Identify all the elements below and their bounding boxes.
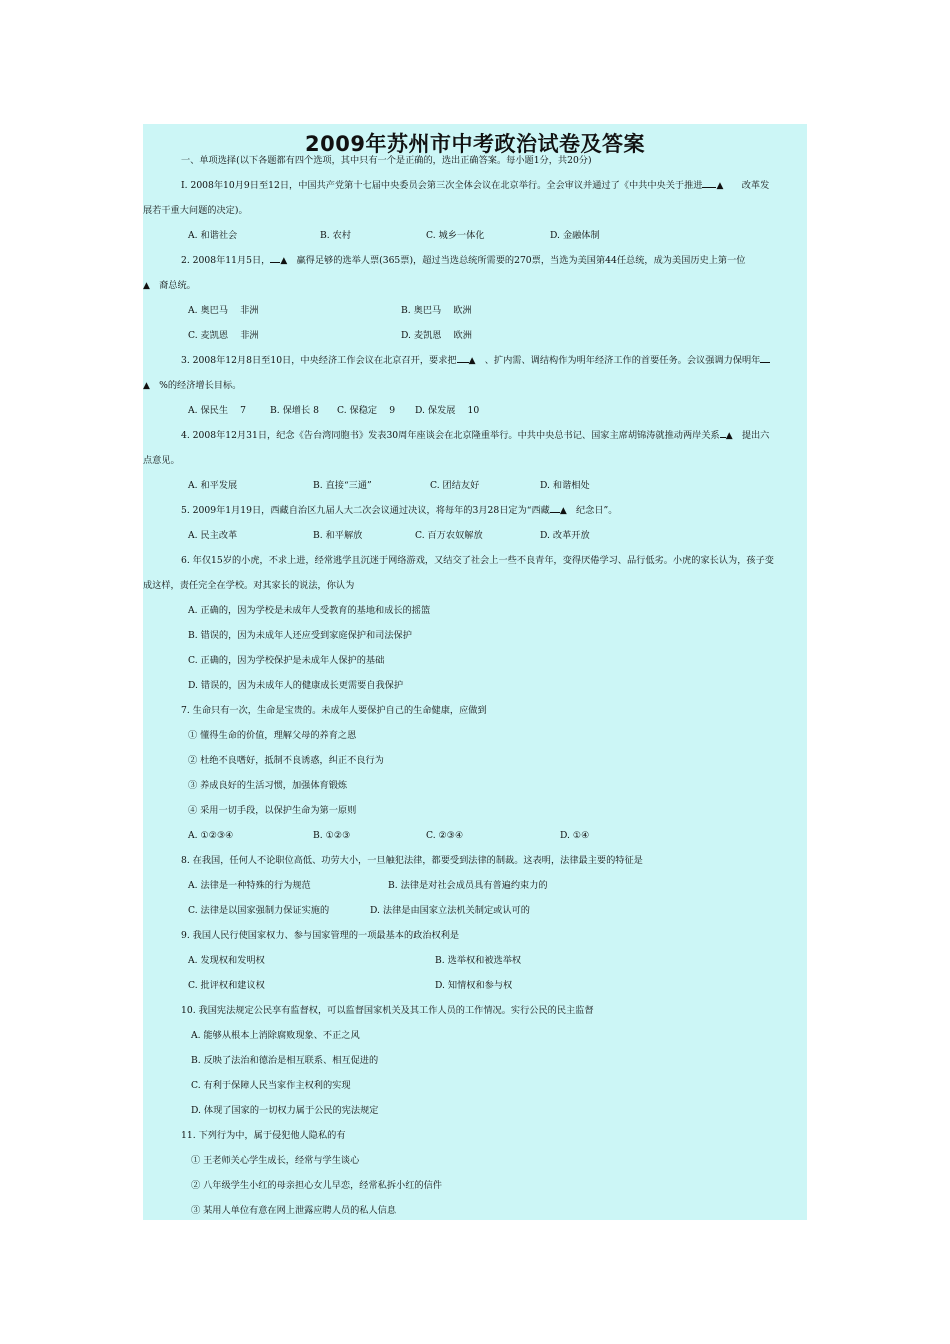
question-2-line-2: ▲ 裔总统。: [143, 280, 196, 291]
blank-marker: ▲: [716, 181, 724, 191]
q6-option-c: C. 正确的，因为学校保护是未成年人保护的基础: [188, 655, 385, 666]
question-11-line-1: 11. 下列行为中，属于侵犯他人隐私的有: [181, 1130, 346, 1141]
question-6-line-2: 成这样，责任完全在学校。对其家长的说法，你认为: [143, 580, 355, 591]
q5-option-d: D. 改革开放: [540, 530, 590, 541]
q8-option-b: B. 法律是对社会成员具有普遍约束力的: [388, 880, 548, 891]
question-3-line-2: ▲ %的经济增长目标。: [143, 380, 242, 391]
q7-item-2: ② 杜绝不良嗜好，抵制不良诱惑，纠正不良行为: [188, 755, 384, 766]
q2-option-a: A. 奥巴马 非洲: [188, 305, 259, 316]
question-8-line-1: 8. 在我国，任何人不论职位高低、功劳大小，一旦触犯法律，都要受到法律的制裁。这表明，法律最主要的特征是: [181, 855, 643, 866]
q11-item-3: ③ 某用人单位有意在网上泄露应聘人员的私人信息: [191, 1205, 397, 1216]
q3-option-b: B. 保增长 8: [270, 405, 319, 416]
q3-option-c: C. 保稳定 9: [337, 405, 396, 416]
q5-option-a: A. 民主改革: [188, 530, 238, 541]
q2-option-b: B. 奥巴马 欧洲: [401, 305, 472, 316]
q4-option-a: A. 和平发展: [188, 480, 238, 491]
q10-option-d: D. 体现了国家的一切权力属于公民的宪法规定: [191, 1105, 379, 1116]
q7-option-a: A. ①②③④: [188, 830, 234, 841]
q8-option-c: C. 法律是以国家强制力保证实施的: [188, 905, 330, 916]
q9-option-b: B. 选举权和被选举权: [435, 955, 522, 966]
question-4-line-2: 点意见。: [143, 455, 180, 466]
question-7-line-1: 7. 生命只有一次，生命是宝贵的。未成年人要保护自己的生命健康，应做到: [181, 705, 487, 716]
q4-option-b: B. 直接“三通”: [313, 480, 372, 491]
q6-option-a: A. 正确的，因为学校是未成年人受教育的基地和成长的摇篮: [188, 605, 431, 616]
q10-option-a: A. 能够从根本上消除腐败现象、不正之风: [191, 1030, 360, 1041]
q9-option-c: C. 批评权和建议权: [188, 980, 265, 991]
q1-option-d: D. 金融体制: [550, 230, 600, 241]
blank-marker: ▲: [468, 356, 476, 366]
blank-marker: ▲: [143, 281, 150, 291]
q1-option-a: A. 和谐社会: [188, 230, 238, 241]
q5-option-b: B. 和平解放: [313, 530, 363, 541]
q10-option-b: B. 反映了法治和德治是相互联系、相互促进的: [191, 1055, 379, 1066]
q2-option-d: D. 麦凯恩 欧洲: [401, 330, 472, 341]
question-2-line-1: 2. 2008年11月5日， ▲ 赢得足够的选举人票(365票)，超过当选总统所需要的270票，当选为美国第44任总统，成为美国历史上第一位: [181, 255, 746, 266]
q7-item-4: ④ 采用一切手段，以保护生命为第一原则: [188, 805, 357, 816]
q6-option-b: B. 错误的，因为未成年人还应受到家庭保护和司法保护: [188, 630, 412, 641]
q9-option-d: D. 知情权和参与权: [435, 980, 513, 991]
q3-option-a: A. 保民生 7: [188, 405, 246, 416]
q4-option-c: C. 团结友好: [430, 480, 480, 491]
section-heading: 一、单项选择(以下各题都有四个选项，其中只有一个是正确的，选出正确答案。每小题1分，共20分): [181, 155, 592, 166]
question-5-line-1: 5. 2009年1月19日，西藏自治区九届人大二次会议通过决议，将每年的3月28日定为“西藏 ▲ 纪念日”。: [181, 505, 618, 516]
q7-item-1: ① 懂得生命的价值，理解父母的养育之恩: [188, 730, 357, 741]
document-page: [143, 124, 807, 1220]
q8-option-d: D. 法律是由国家立法机关制定或认可的: [370, 905, 530, 916]
page-title: 2009年苏州市中考政治试卷及答案: [305, 132, 645, 156]
q1-option-c: C. 城乡一体化: [426, 230, 485, 241]
question-4-line-1: 4. 2008年12月31日，纪念《告台湾同胞书》发表30周年座谈会在北京隆重举行。中共中央总书记、国家主席胡锦涛就推动两岸关系 ▲ 提出六: [181, 430, 770, 441]
question-1-line-1: I. 2008年10月9日至12日，中国共产党第十七届中央委员会第三次全体会议在北京举行。全会审议并通过了《中共中央关于推进 ▲ 改革发: [181, 180, 770, 191]
q9-option-a: A. 发现权和发明权: [188, 955, 265, 966]
q7-option-b: B. ①②③: [313, 830, 351, 841]
q8-option-a: A. 法律是一种特殊的行为规范: [188, 880, 311, 891]
q6-option-d: D. 错误的，因为未成年人的健康成长更需要自我保护: [188, 680, 404, 691]
question-3-line-1: 3. 2008年12月8日至10日，中央经济工作会议在北京召开，要求把 ▲ 、扩内需、调结构作为明年经济工作的首要任务。会议强调力保明年: [181, 355, 770, 367]
q4-option-d: D. 和谐相处: [540, 480, 590, 491]
q2-option-c: C. 麦凯恩 非洲: [188, 330, 259, 341]
q7-option-d: D. ①④: [560, 830, 590, 841]
question-9-line-1: 9. 我国人民行使国家权力、参与国家管理的一项最基本的政治权利是: [181, 930, 460, 941]
question-1-line-2: 展若干重大问题的决定)。: [143, 205, 248, 216]
q3-option-d: D. 保发展 10: [415, 405, 480, 416]
q7-option-c: C. ②③④: [426, 830, 464, 841]
question-10-line-1: 10. 我国宪法规定公民享有监督权，可以监督国家机关及其工作人员的工作情况。实行公民的民主监督: [181, 1005, 594, 1016]
blank-marker: ▲: [143, 381, 150, 391]
q7-item-3: ③ 养成良好的生活习惯，加强体育锻炼: [188, 780, 348, 791]
question-6-line-1: 6. 年仅15岁的小虎，不求上进，经常逃学且沉迷于网络游戏，又结交了社会上一些不良青年，变得厌倦学习、品行低劣。小虎的家长认为，孩子变: [181, 555, 774, 566]
q5-option-c: C. 百万农奴解放: [415, 530, 483, 541]
q11-item-1: ① 王老师关心学生成长，经常与学生谈心: [191, 1155, 360, 1166]
q1-option-b: B. 农村: [320, 230, 351, 241]
blank-marker: ▲: [559, 506, 567, 516]
q11-item-2: ② 八年级学生小红的母亲担心女儿早恋，经常私拆小红的信件: [191, 1180, 442, 1191]
blank-marker: ▲: [725, 431, 733, 441]
blank-marker: ▲: [280, 256, 288, 266]
q10-option-c: C. 有利于保障人民当家作主权利的实现: [191, 1080, 351, 1091]
